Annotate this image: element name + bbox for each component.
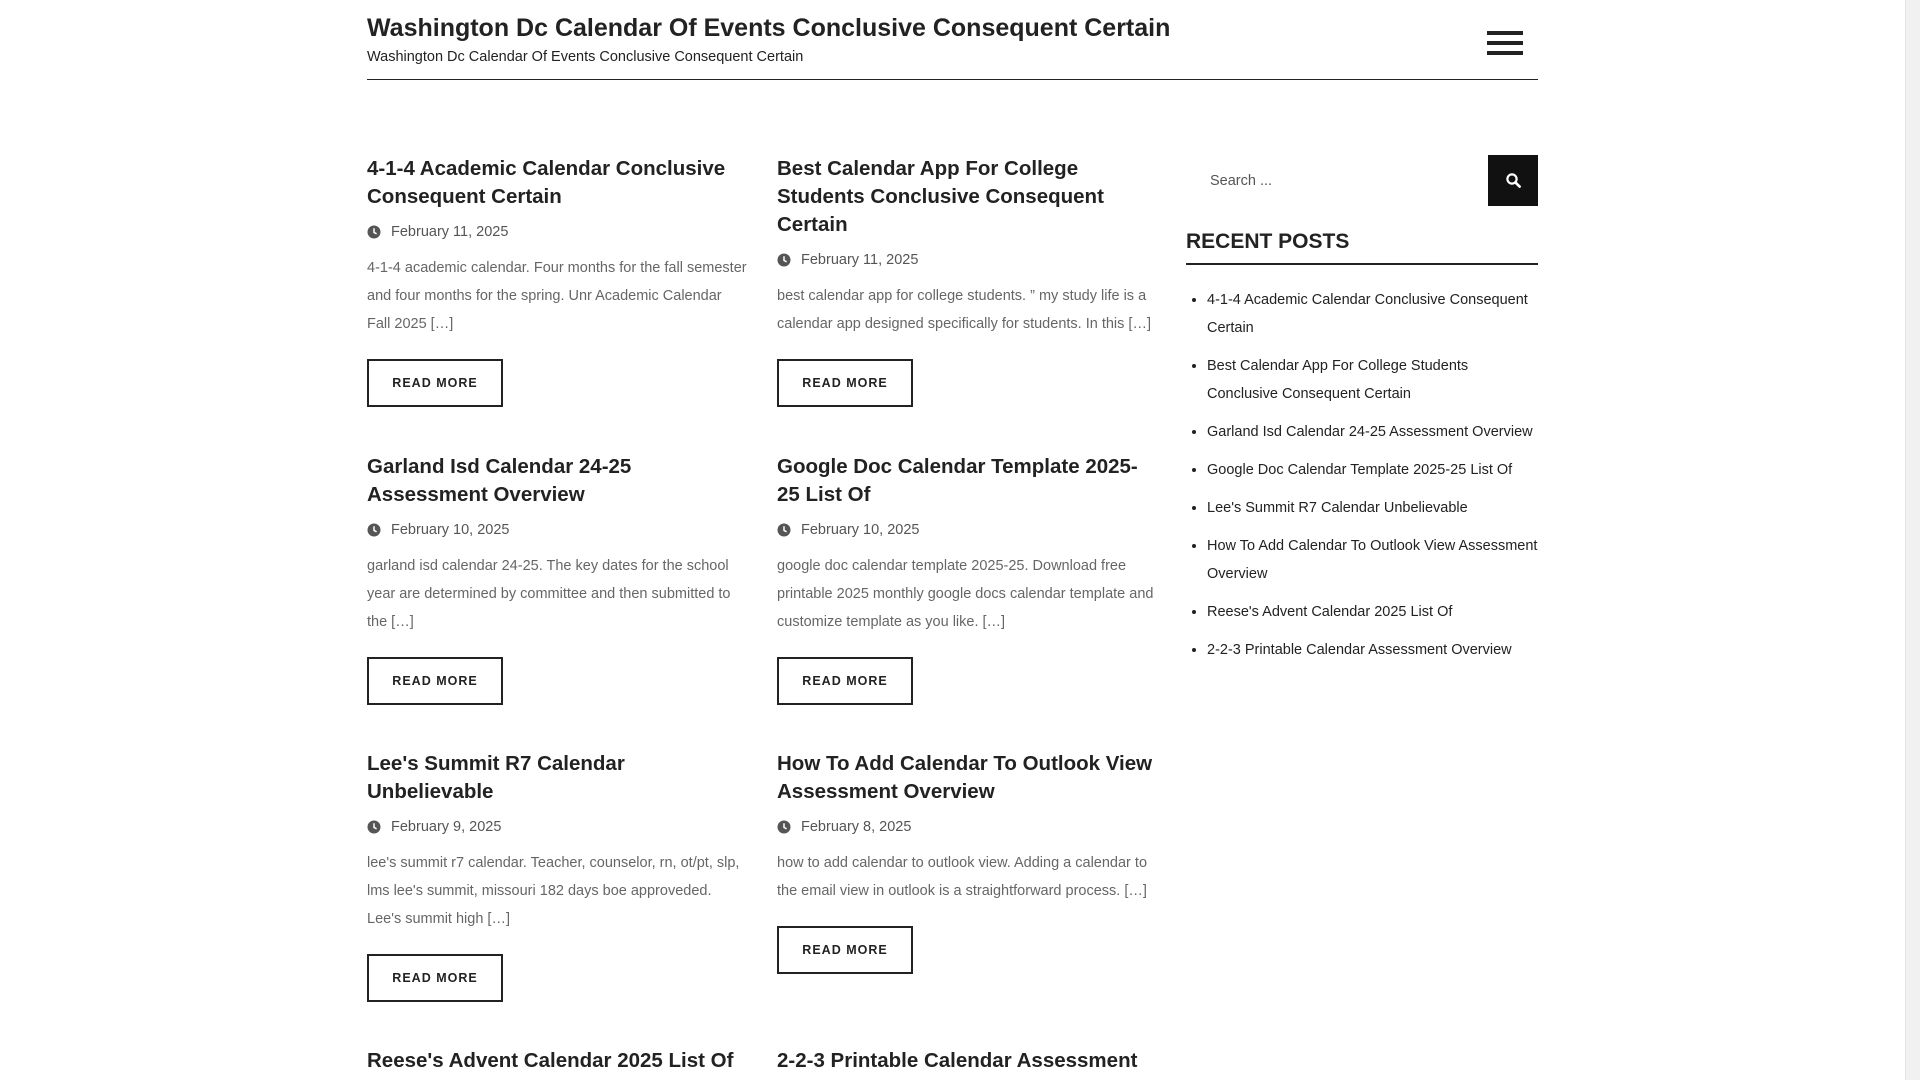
post-date-text[interactable]: February 8, 2025	[801, 819, 912, 835]
list-item	[1207, 418, 1538, 446]
vertical-scrollbar[interactable]	[1905, 0, 1920, 1080]
recent-posts-heading: RECENT POSTS	[1186, 230, 1538, 265]
post-title[interactable]: Garland Isd Calendar 24-25 Assessment Overview	[367, 455, 632, 506]
recent-post-link[interactable]: How To Add Calendar To Outlook View Assessment Overview	[1207, 538, 1538, 582]
recent-post-link[interactable]: Lee's Summit R7 Calendar Unbelievable	[1207, 500, 1468, 516]
post-date	[367, 817, 747, 837]
post-date	[777, 817, 1157, 837]
post-excerpt: lee's summit r7 calendar. Teacher, counselor, rn, ot/pt, slp, lms lee's summit, missouri 182 days boe approveded. Lee's summit high […]	[367, 855, 740, 927]
post-excerpt: how to add calendar to outlook view. Adding a calendar to the email view in outlook is a straightforward process. […]	[777, 855, 1148, 899]
post-card	[777, 155, 1157, 407]
clock-icon	[367, 523, 381, 537]
recent-post-link[interactable]: Google Doc Calendar Template 2025-25 List Of	[1207, 462, 1513, 478]
post-date	[777, 250, 1157, 270]
post-date	[367, 222, 747, 242]
post-card	[367, 155, 747, 407]
read-more-button[interactable]: READ MORE	[367, 954, 503, 1002]
post-excerpt: garland isd calendar 24-25. The key dates for the school year are determined by committee and then submitted to the […]	[367, 558, 731, 630]
read-more-button[interactable]: READ MORE	[777, 359, 913, 407]
post-card	[777, 453, 1157, 705]
list-item	[1207, 352, 1538, 408]
list-item	[1207, 286, 1538, 342]
hamburger-icon[interactable]	[1487, 31, 1523, 57]
clock-icon	[777, 820, 791, 834]
search-input[interactable]	[1186, 155, 1488, 206]
post-card	[367, 1047, 747, 1075]
post-title[interactable]: Google Doc Calendar Template 2025-25 List Of	[777, 455, 1138, 506]
recent-post-link[interactable]: 4-1-4 Academic Calendar Conclusive Consequent Certain	[1207, 292, 1528, 336]
clock-icon	[777, 253, 791, 267]
recent-post-link[interactable]: Best Calendar App For College Students Conclusive Consequent Certain	[1207, 358, 1469, 402]
post-date-text[interactable]: February 11, 2025	[391, 224, 509, 240]
post-excerpt: google doc calendar template 2025-25. Download free printable 2025 monthly google docs calendar template and customize template as you like. […]	[777, 558, 1154, 630]
post-date-text[interactable]: February 11, 2025	[801, 252, 919, 268]
post-date-text[interactable]: February 9, 2025	[391, 819, 502, 835]
post-card	[777, 750, 1157, 974]
post-date	[777, 520, 1157, 540]
list-item	[1207, 636, 1538, 664]
post-title[interactable]: 4-1-4 Academic Calendar Conclusive Consequent Certain	[367, 157, 726, 208]
read-more-button[interactable]: READ MORE	[367, 657, 503, 705]
post-title[interactable]: Best Calendar App For College Students Conclusive Consequent Certain	[777, 157, 1104, 236]
list-item	[1207, 456, 1538, 484]
recent-post-link[interactable]: Garland Isd Calendar 24-25 Assessment Overview	[1207, 424, 1533, 440]
recent-post-link[interactable]: 2-2-3 Printable Calendar Assessment Overview	[1207, 642, 1512, 658]
post-date-text[interactable]: February 10, 2025	[391, 522, 510, 538]
read-more-button[interactable]: READ MORE	[367, 359, 503, 407]
search-form	[1186, 155, 1538, 206]
post-excerpt: best calendar app for college students. ” my study life is a calendar app designed specifically for students. In this […]	[777, 288, 1151, 332]
post-title[interactable]: Lee's Summit R7 Calendar Unbelievable	[367, 752, 625, 803]
clock-icon	[367, 225, 381, 239]
clock-icon	[777, 523, 791, 537]
list-item	[1207, 598, 1538, 626]
recent-posts-list	[1186, 286, 1538, 674]
post-title[interactable]: 2-2-3 Printable Calendar Assessment	[777, 1049, 1138, 1072]
read-more-button[interactable]: READ MORE	[777, 657, 913, 705]
post-card	[367, 453, 747, 705]
post-card	[777, 1047, 1157, 1075]
site-description: Washington Dc Calendar Of Events Conclusive Consequent Certain	[367, 49, 804, 65]
post-date	[367, 520, 747, 540]
post-excerpt: 4-1-4 academic calendar. Four months for the fall semester and four months for the spring. Unr Academic Calendar Fall 2025 […]	[367, 260, 747, 332]
post-title[interactable]: How To Add Calendar To Outlook View Assessment Overview	[777, 752, 1153, 803]
search-button[interactable]	[1488, 155, 1538, 206]
recent-post-link[interactable]: Reese's Advent Calendar 2025 List Of	[1207, 604, 1453, 620]
list-item	[1207, 494, 1538, 522]
site-title[interactable]: Washington Dc Calendar Of Events Conclusive Consequent Certain	[367, 14, 1171, 42]
site-header	[367, 0, 1538, 80]
list-item	[1207, 532, 1538, 588]
clock-icon	[367, 820, 381, 834]
post-date-text[interactable]: February 10, 2025	[801, 522, 920, 538]
post-title[interactable]: Reese's Advent Calendar 2025 List Of	[367, 1049, 734, 1072]
read-more-button[interactable]: READ MORE	[777, 926, 913, 974]
search-icon	[1506, 173, 1521, 188]
post-card	[367, 750, 747, 1002]
